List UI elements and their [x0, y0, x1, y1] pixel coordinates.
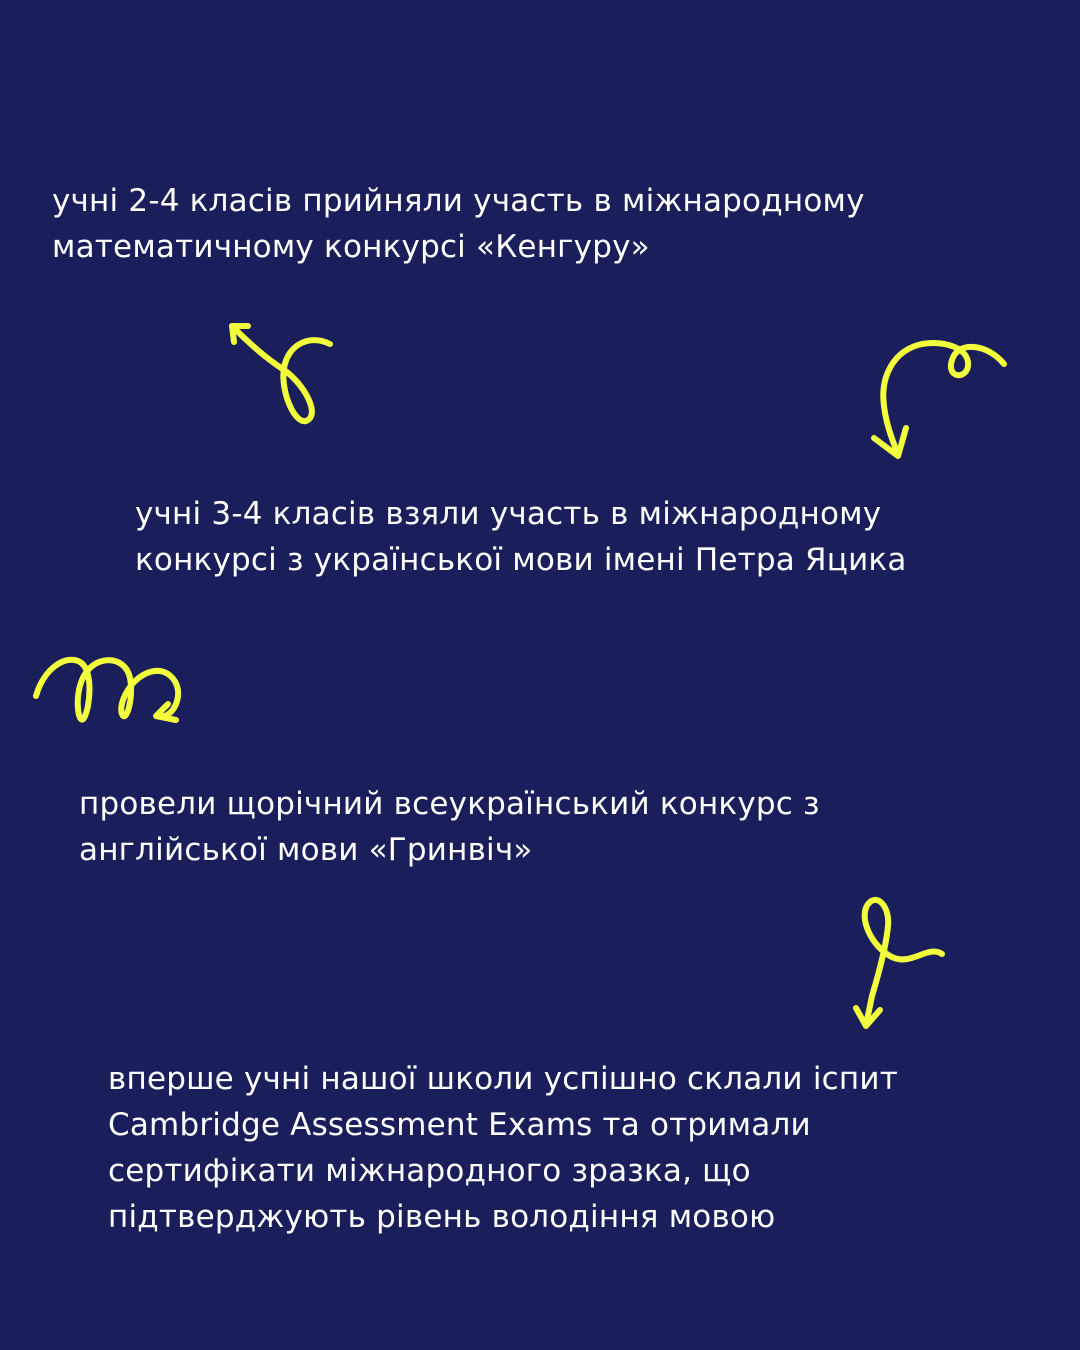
achievement-line: Cambridge Assessment Exams та отримали — [108, 1107, 811, 1143]
loop-down-arrow-icon — [850, 896, 950, 1032]
loop-arrow-icon — [222, 316, 342, 436]
achievement-line: англійської мови «Гринвіч» — [79, 832, 533, 868]
curl-arrow-icon — [862, 336, 1012, 466]
achievement-line: конкурсі з української мови імені Петра Яцика — [135, 542, 907, 578]
achievement-line: вперше учні нашої школи успішно склали іспит — [108, 1061, 898, 1097]
achievement-kangaroo — [52, 178, 865, 270]
achievement-line: підтверджують рівень володіння мовою — [108, 1199, 776, 1235]
achievement-ukrainian-language — [135, 491, 907, 583]
achievement-greenwich — [79, 781, 820, 873]
achievement-line: учні 2-4 класів прийняли участь в міжнародному — [52, 183, 865, 219]
achievement-line: математичному конкурсі «Кенгуру» — [52, 229, 650, 265]
squiggle-arrow-icon — [30, 648, 190, 728]
achievement-line: учні 3-4 класів взяли участь в міжнародному — [135, 496, 882, 532]
achievement-cambridge — [108, 1056, 898, 1240]
achievement-line: сертифікати міжнародного зразка, що — [108, 1153, 751, 1189]
achievement-line: провели щорічний всеукраїнський конкурс з — [79, 786, 820, 822]
